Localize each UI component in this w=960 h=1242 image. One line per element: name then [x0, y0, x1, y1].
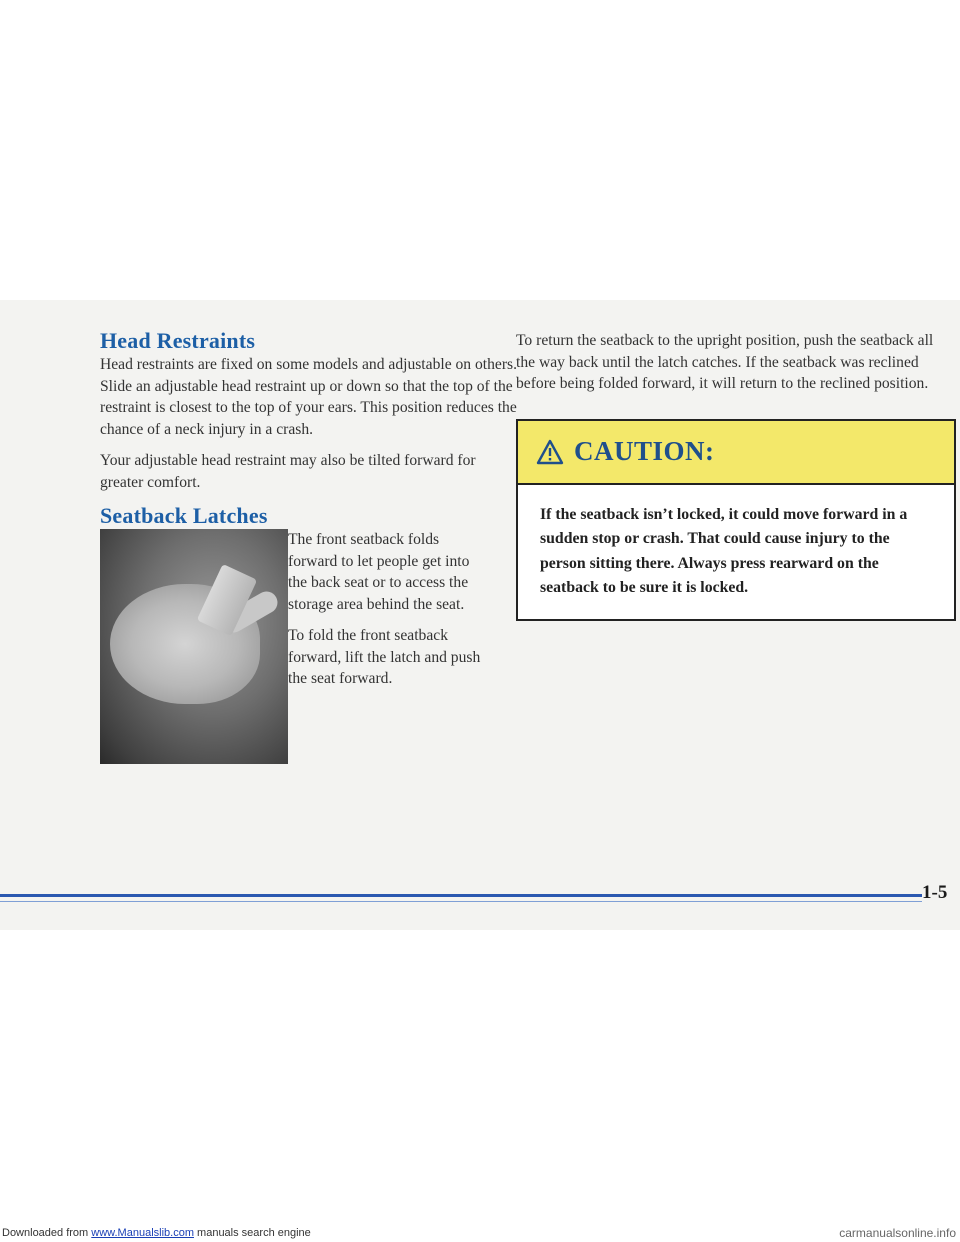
- footer-rule-thin: [0, 901, 922, 902]
- seatback-latches-paragraph-1: The front seatback folds forward to let people get into the back seat or to access the storage area behind the seat.: [288, 531, 470, 613]
- caution-body: [518, 485, 954, 619]
- caution-box: [516, 419, 956, 621]
- footer-rule: [0, 894, 922, 897]
- seatback-latches-paragraph-2: To fold the front seatback forward, lift the latch and push the seat forward.: [288, 627, 481, 687]
- head-restraints-paragraph-1: Head restraints are fixed on some models and adjustable on others. Slide an adjustable head restraint up or down so that the top of the restraint is closest to the top of your ears. This position reduces the chance of a neck injury in a crash.: [100, 356, 518, 438]
- right-column: [516, 330, 956, 621]
- download-footer: [0, 1226, 960, 1242]
- head-restraints-heading: Head Restraints: [100, 328, 256, 353]
- seatback-latches-heading: Seatback Latches: [100, 503, 268, 528]
- download-prefix: Downloaded from: [2, 1227, 92, 1239]
- page-number: 1-5: [922, 882, 948, 903]
- caution-text: If the seatback isn’t locked, it could move forward in a sudden stop or crash. That could cause injury to the person sitting there. Always press rearward on the seatback to be sure it is locked.: [540, 505, 908, 596]
- download-suffix: manuals search engine: [193, 1227, 311, 1239]
- manual-page: [0, 300, 960, 930]
- caution-header: [518, 421, 954, 485]
- seatback-latch-photo: [100, 529, 288, 764]
- manualslib-link[interactable]: www.Manualslib.com: [91, 1227, 194, 1239]
- seatback-latches-block: [100, 529, 520, 769]
- seatback-latches-text: [288, 529, 488, 700]
- warning-triangle-icon: [536, 439, 564, 465]
- download-footer-text: [2, 1227, 311, 1239]
- head-restraints-paragraph-2: Your adjustable head restraint may also be tilted forward for greater comfort.: [100, 452, 476, 491]
- watermark-text: carmanualsonline.info: [839, 1226, 956, 1240]
- caution-title: CAUTION:: [574, 436, 715, 466]
- page-top-margin: [0, 0, 960, 300]
- left-column: [100, 328, 520, 769]
- return-seatback-paragraph: To return the seatback to the upright position, push the seatback all the way back until the latch catches. If the seatback was reclined before being folded forward, it will return to the reclined position.: [516, 332, 934, 392]
